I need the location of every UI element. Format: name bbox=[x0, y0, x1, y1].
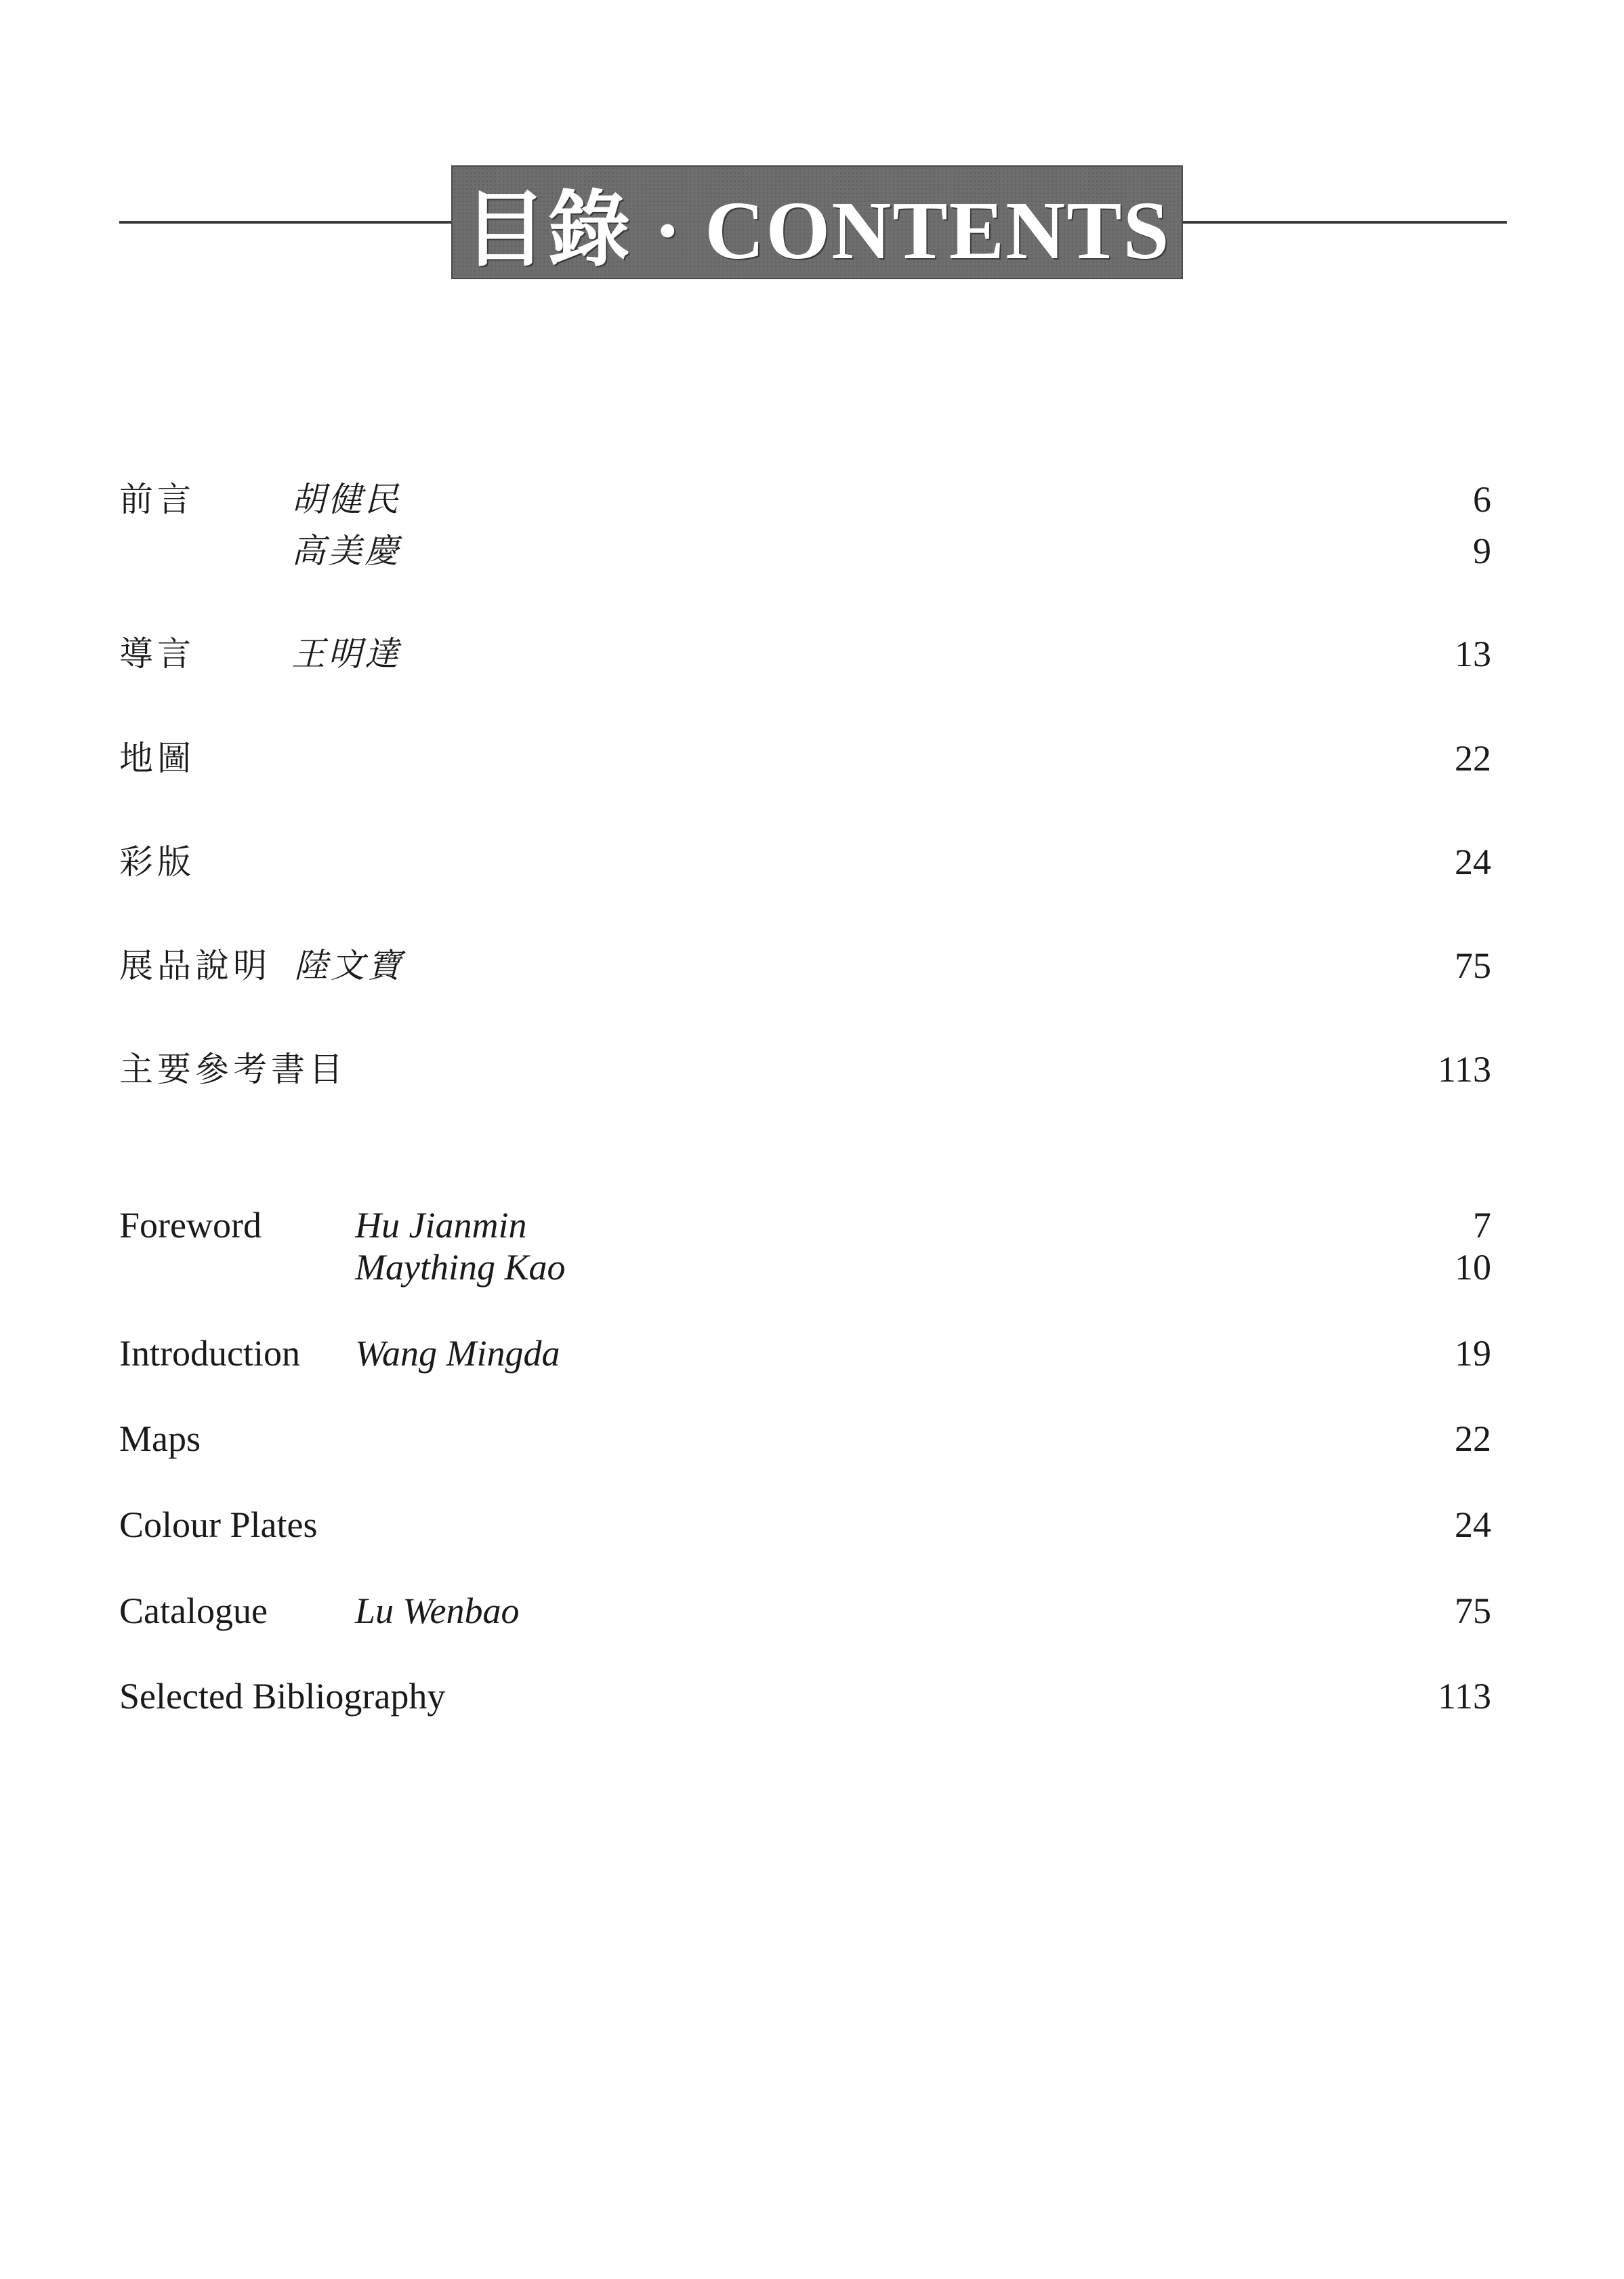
toc-page-number: 75 bbox=[1455, 945, 1491, 986]
toc-author: Lu Wenbao bbox=[355, 1590, 520, 1631]
toc-title: Introduction bbox=[119, 1333, 300, 1374]
header-rule-left bbox=[119, 221, 451, 224]
toc-page-number: 113 bbox=[1438, 1049, 1491, 1090]
toc-page-number: 9 bbox=[1473, 531, 1491, 571]
toc-title: 展品說明 bbox=[119, 946, 271, 985]
toc-author: 胡健民 bbox=[291, 480, 401, 519]
toc-page-number: 13 bbox=[1455, 634, 1491, 674]
toc-page-number: 24 bbox=[1455, 842, 1491, 882]
toc-author: Hu Jianmin bbox=[355, 1205, 527, 1246]
toc-title: 地圖 bbox=[119, 739, 195, 778]
toc-page-number: 6 bbox=[1473, 479, 1491, 520]
toc-title: 導言 bbox=[119, 634, 195, 674]
toc-title: Selected Bibliography bbox=[119, 1676, 446, 1717]
toc-page-number: 24 bbox=[1455, 1504, 1491, 1545]
toc-page-number: 7 bbox=[1473, 1205, 1491, 1246]
toc-page-number: 19 bbox=[1455, 1333, 1491, 1374]
toc-title: 前言 bbox=[119, 480, 195, 519]
toc-page-number: 75 bbox=[1455, 1590, 1491, 1631]
toc-title: 主要參考書目 bbox=[119, 1050, 347, 1089]
toc-title: Colour Plates bbox=[119, 1504, 318, 1545]
page-title: 目錄 · CONTENTS bbox=[463, 184, 1171, 276]
toc-page-number: 22 bbox=[1455, 1418, 1491, 1459]
toc-page-number: 113 bbox=[1438, 1676, 1491, 1717]
contents-header bbox=[0, 0, 1624, 285]
toc-title: 彩版 bbox=[119, 842, 195, 882]
toc-title: Maps bbox=[119, 1418, 201, 1459]
toc-author: 高美慶 bbox=[291, 531, 401, 571]
toc-author: Maything Kao bbox=[355, 1247, 566, 1288]
toc-title: Catalogue bbox=[119, 1590, 268, 1631]
toc-page-number: 22 bbox=[1455, 738, 1491, 779]
title-banner bbox=[451, 165, 1183, 279]
toc-author: 王明達 bbox=[291, 634, 401, 674]
toc-author: Wang Mingda bbox=[355, 1333, 560, 1374]
toc-page-number: 10 bbox=[1455, 1247, 1491, 1288]
toc-author: 陸文寶 bbox=[294, 946, 404, 985]
header-rule-right bbox=[1183, 221, 1507, 224]
toc-title: Foreword bbox=[119, 1205, 262, 1246]
